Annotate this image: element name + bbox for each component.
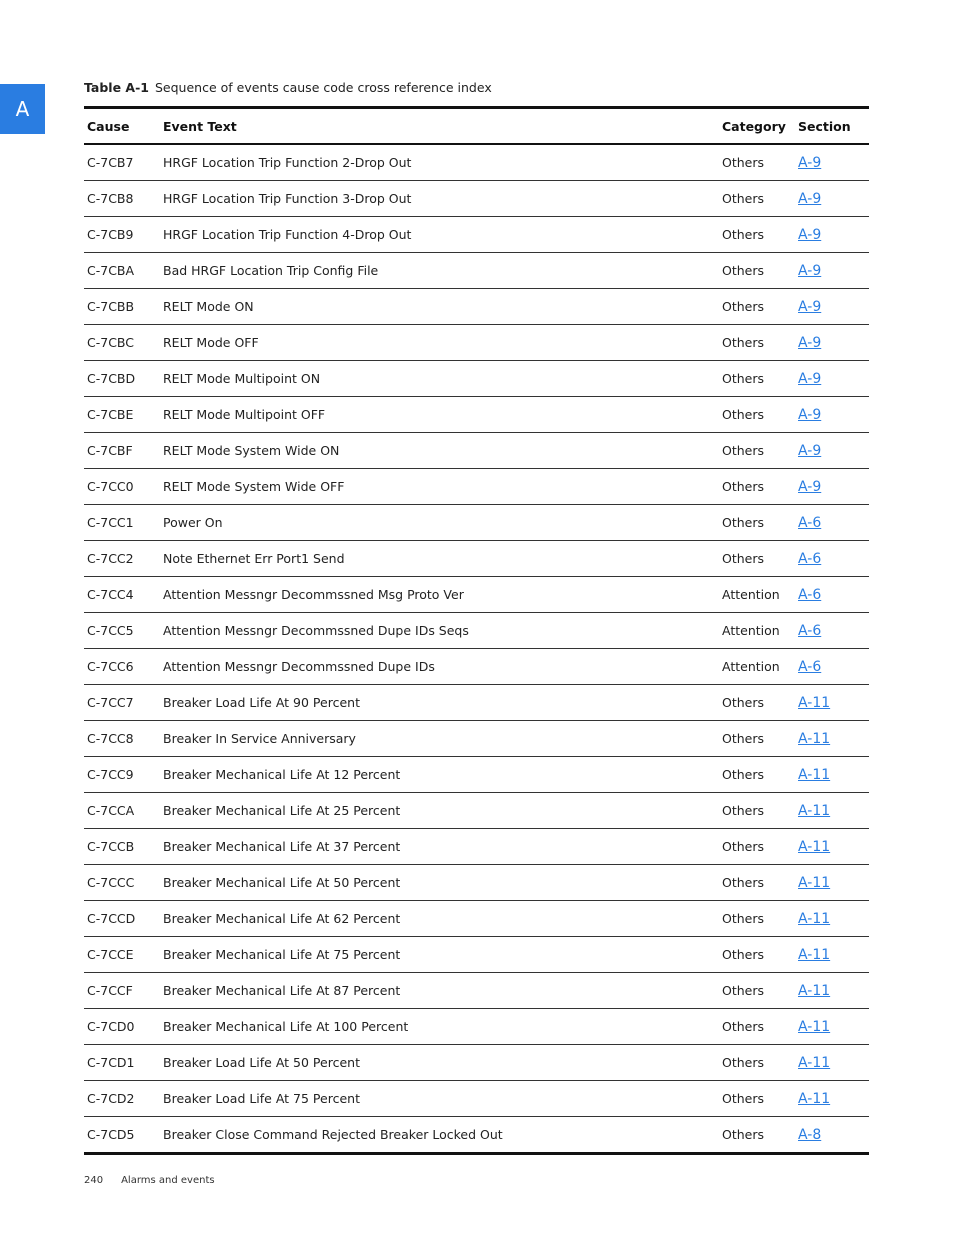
section-link[interactable]: A-6 <box>798 550 822 567</box>
event-text-cell: Note Ethernet Err Port1 Send <box>163 551 345 566</box>
category-cell: Others <box>722 407 765 422</box>
section-link[interactable]: A-9 <box>798 154 822 171</box>
section-cell <box>795 469 869 505</box>
category-cell: Others <box>722 1091 765 1106</box>
header-section: Section <box>798 118 851 134</box>
event-text-cell: Breaker Mechanical Life At 50 Percent <box>163 875 401 890</box>
section-link[interactable]: A-11 <box>798 982 831 999</box>
section-link[interactable]: A-6 <box>798 514 822 531</box>
table-row <box>84 793 869 829</box>
table-row <box>84 541 869 577</box>
cause-code-cell: C-7CD1 <box>87 1055 135 1070</box>
section-link[interactable]: A-9 <box>798 190 822 207</box>
header-event-text: Event Text <box>163 118 237 134</box>
section-cell <box>795 901 869 937</box>
category-cell: Attention <box>722 587 780 602</box>
cause-code-cell: C-7CD5 <box>87 1127 135 1142</box>
event-text-cell: Breaker Mechanical Life At 75 Percent <box>163 947 401 962</box>
section-link[interactable]: A-11 <box>798 1090 831 1107</box>
table-header <box>84 108 869 145</box>
event-text-cell: RELT Mode System Wide ON <box>163 443 340 458</box>
event-text-cell: Breaker Mechanical Life At 37 Percent <box>163 839 401 854</box>
cause-code-cell: C-7CC1 <box>87 515 134 530</box>
cause-code-cell: C-7CCA <box>87 803 135 818</box>
section-cell <box>795 505 869 541</box>
event-text-cell: RELT Mode Multipoint OFF <box>163 407 326 422</box>
section-link[interactable]: A-8 <box>798 1126 822 1143</box>
table-caption-text: Sequence of events cause code cross reference index <box>154 80 492 95</box>
category-cell: Others <box>722 335 765 350</box>
section-cell <box>795 361 869 397</box>
cause-code-cell: C-7CBD <box>87 371 136 386</box>
section-cell <box>795 865 869 901</box>
section-cell <box>795 1009 869 1045</box>
section-link[interactable]: A-11 <box>798 766 831 783</box>
table-row <box>84 505 869 541</box>
section-cell <box>795 253 869 289</box>
event-text-cell: Breaker Mechanical Life At 100 Percent <box>163 1019 409 1034</box>
event-text-cell: Breaker Mechanical Life At 87 Percent <box>163 983 401 998</box>
section-link[interactable]: A-11 <box>798 838 831 855</box>
category-cell: Others <box>722 371 765 386</box>
cause-code-cell: C-7CCF <box>87 983 133 998</box>
section-link[interactable]: A-11 <box>798 1054 831 1071</box>
section-cell <box>795 757 869 793</box>
category-cell: Attention <box>722 659 780 674</box>
cause-code-table-container <box>84 106 869 1155</box>
section-cell <box>795 685 869 721</box>
cause-code-cell: C-7CB9 <box>87 227 134 242</box>
table-row <box>84 361 869 397</box>
cause-code-cell: C-7CCD <box>87 911 136 926</box>
section-link[interactable]: A-9 <box>798 442 822 459</box>
table-row <box>84 685 869 721</box>
cause-code-cell: C-7CBA <box>87 263 135 278</box>
table-row <box>84 181 869 217</box>
event-text-cell: RELT Mode System Wide OFF <box>163 479 345 494</box>
section-link[interactable]: A-9 <box>798 298 822 315</box>
cause-code-cell: C-7CCC <box>87 875 135 890</box>
cause-code-cell: C-7CC0 <box>87 479 134 494</box>
table-caption-label: Table A-1 <box>84 80 149 95</box>
section-cell <box>795 217 869 253</box>
category-cell: Others <box>722 803 765 818</box>
table-row <box>84 1045 869 1081</box>
section-cell <box>795 541 869 577</box>
category-cell: Others <box>722 875 765 890</box>
table-row <box>84 721 869 757</box>
cause-code-cell: C-7CCB <box>87 839 135 854</box>
cause-code-cell: C-7CD0 <box>87 1019 135 1034</box>
table-row <box>84 829 869 865</box>
category-cell: Others <box>722 263 765 278</box>
section-cell <box>795 973 869 1009</box>
event-text-cell: Breaker Close Command Rejected Breaker Locked Out <box>163 1127 503 1142</box>
event-text-cell: Bad HRGF Location Trip Config File <box>163 263 379 278</box>
section-cell <box>795 937 869 973</box>
category-cell: Others <box>722 299 765 314</box>
section-link[interactable]: A-11 <box>798 874 831 891</box>
category-cell: Others <box>722 947 765 962</box>
category-cell: Others <box>722 911 765 926</box>
event-text-cell: RELT Mode Multipoint ON <box>163 371 321 386</box>
category-cell: Others <box>722 515 765 530</box>
section-cell <box>795 144 869 181</box>
section-cell <box>795 325 869 361</box>
event-text-cell: Power On <box>163 515 223 530</box>
table-row <box>84 577 869 613</box>
table-row <box>84 253 869 289</box>
section-cell <box>795 577 869 613</box>
table-header-row <box>84 108 869 145</box>
category-cell: Others <box>722 227 765 242</box>
section-link[interactable]: A-9 <box>798 226 822 243</box>
section-link[interactable]: A-9 <box>798 334 822 351</box>
table-row <box>84 1081 869 1117</box>
table-row <box>84 757 869 793</box>
section-link[interactable]: A-9 <box>798 370 822 387</box>
cause-code-cell: C-7CBF <box>87 443 133 458</box>
page-number: 240 <box>84 1175 104 1186</box>
event-text-cell: HRGF Location Trip Function 2-Drop Out <box>163 155 412 170</box>
table-row <box>84 325 869 361</box>
table-row <box>84 289 869 325</box>
section-link[interactable]: A-9 <box>798 262 822 279</box>
category-cell: Others <box>722 443 765 458</box>
cause-code-cell: C-7CC5 <box>87 623 134 638</box>
section-cell <box>795 1117 869 1154</box>
cause-code-table <box>84 106 869 1155</box>
chapter-tab <box>0 84 45 134</box>
table-row <box>84 397 869 433</box>
category-cell: Others <box>722 1127 765 1142</box>
footer-section-title: Alarms and events <box>121 1175 215 1186</box>
section-cell <box>795 1045 869 1081</box>
table-row <box>84 144 869 181</box>
cause-code-cell: C-7CC7 <box>87 695 134 710</box>
section-cell <box>795 397 869 433</box>
event-text-cell: Breaker Load Life At 50 Percent <box>163 1055 360 1070</box>
section-cell <box>795 793 869 829</box>
cause-code-cell: C-7CB7 <box>87 155 134 170</box>
category-cell: Others <box>722 983 765 998</box>
cause-code-cell: C-7CC6 <box>87 659 134 674</box>
table-row <box>84 865 869 901</box>
cause-code-cell: C-7CBE <box>87 407 134 422</box>
category-cell: Others <box>722 731 765 746</box>
section-link[interactable]: A-6 <box>798 622 822 639</box>
category-cell: Others <box>722 479 765 494</box>
cause-code-cell: C-7CBC <box>87 335 135 350</box>
cause-code-cell: C-7CC2 <box>87 551 134 566</box>
section-cell <box>795 289 869 325</box>
category-cell: Others <box>722 155 765 170</box>
section-link[interactable]: A-11 <box>798 802 831 819</box>
section-cell <box>795 433 869 469</box>
cause-code-cell: C-7CC8 <box>87 731 134 746</box>
cause-code-cell: C-7CD2 <box>87 1091 135 1106</box>
section-cell <box>795 721 869 757</box>
category-cell: Others <box>722 839 765 854</box>
table-row <box>84 1009 869 1045</box>
cause-code-cell: C-7CCE <box>87 947 134 962</box>
header-category: Category <box>722 118 786 134</box>
chapter-tab-letter: A <box>15 97 30 121</box>
table-row <box>84 433 869 469</box>
table-caption <box>84 80 492 95</box>
section-link[interactable]: A-11 <box>798 730 831 747</box>
table-row <box>84 901 869 937</box>
cause-code-cell: C-7CC9 <box>87 767 134 782</box>
event-text-cell: HRGF Location Trip Function 4-Drop Out <box>163 227 412 242</box>
table-body <box>84 144 869 1154</box>
section-link[interactable]: A-11 <box>798 1018 831 1035</box>
header-cause: Cause <box>87 118 130 134</box>
event-text-cell: Breaker Load Life At 75 Percent <box>163 1091 360 1106</box>
event-text-cell: Attention Messngr Decommssned Dupe IDs Seqs <box>163 623 469 638</box>
table-row <box>84 1117 869 1154</box>
category-cell: Others <box>722 551 765 566</box>
table-row <box>84 973 869 1009</box>
table-row <box>84 217 869 253</box>
event-text-cell: RELT Mode ON <box>163 299 254 314</box>
category-cell: Others <box>722 767 765 782</box>
section-link[interactable]: A-9 <box>798 478 822 495</box>
table-row <box>84 469 869 505</box>
section-link[interactable]: A-6 <box>798 658 822 675</box>
section-link[interactable]: A-11 <box>798 694 831 711</box>
category-cell: Others <box>722 1019 765 1034</box>
event-text-cell: RELT Mode OFF <box>163 335 259 350</box>
event-text-cell: Breaker Mechanical Life At 62 Percent <box>163 911 401 926</box>
table-row <box>84 613 869 649</box>
section-link[interactable]: A-9 <box>798 406 822 423</box>
category-cell: Others <box>722 695 765 710</box>
table-row <box>84 937 869 973</box>
event-text-cell: Breaker Mechanical Life At 25 Percent <box>163 803 401 818</box>
section-link[interactable]: A-6 <box>798 586 822 603</box>
event-text-cell: Breaker Load Life At 90 Percent <box>163 695 360 710</box>
cause-code-cell: C-7CC4 <box>87 587 134 602</box>
category-cell: Others <box>722 1055 765 1070</box>
event-text-cell: Breaker Mechanical Life At 12 Percent <box>163 767 401 782</box>
category-cell: Others <box>722 191 765 206</box>
section-link[interactable]: A-11 <box>798 946 831 963</box>
page-footer <box>84 1175 215 1186</box>
section-cell <box>795 649 869 685</box>
table-row <box>84 649 869 685</box>
section-cell <box>795 613 869 649</box>
section-link[interactable]: A-11 <box>798 910 831 927</box>
cause-code-cell: C-7CBB <box>87 299 135 314</box>
section-cell <box>795 1081 869 1117</box>
event-text-cell: Breaker In Service Anniversary <box>163 731 356 746</box>
section-cell <box>795 181 869 217</box>
event-text-cell: Attention Messngr Decommssned Dupe IDs <box>163 659 435 674</box>
cause-code-cell: C-7CB8 <box>87 191 134 206</box>
category-cell: Attention <box>722 623 780 638</box>
section-cell <box>795 829 869 865</box>
event-text-cell: Attention Messngr Decommssned Msg Proto Ver <box>163 587 464 602</box>
event-text-cell: HRGF Location Trip Function 3-Drop Out <box>163 191 412 206</box>
